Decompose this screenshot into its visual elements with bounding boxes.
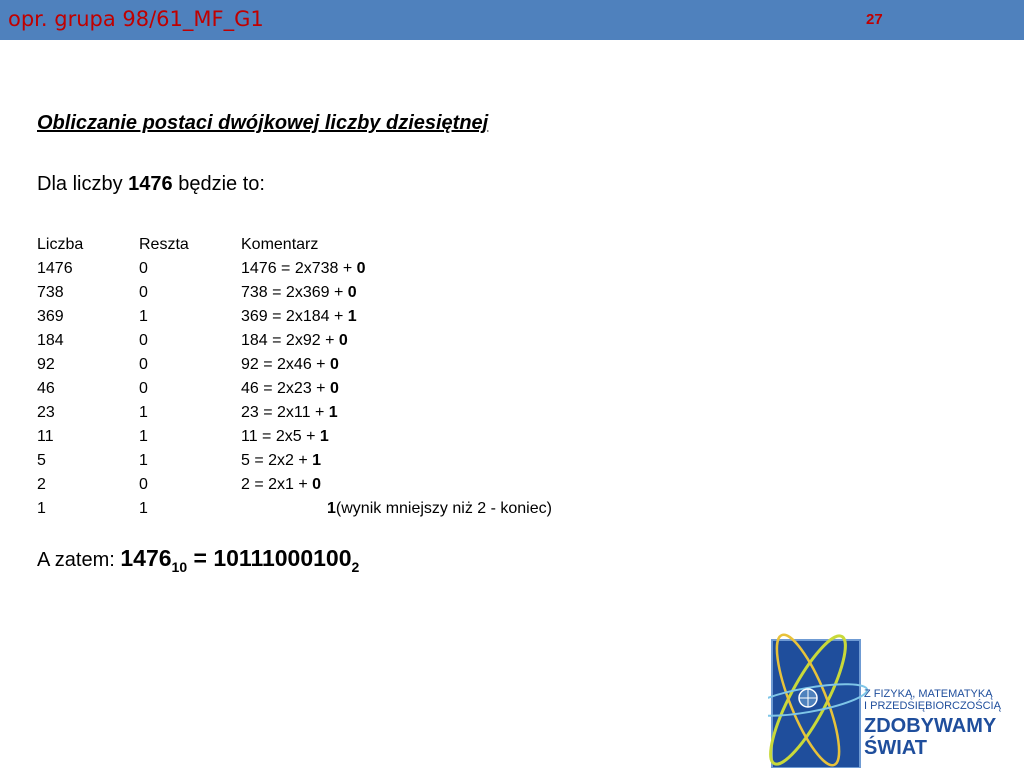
slide-heading: Obliczanie postaci dwójkowej liczby dziesiętnej (37, 112, 489, 134)
row-comment-text: 1476 = 2x738 + (241, 260, 357, 277)
row-liczba: 738 (37, 284, 64, 301)
row-comment-text: 23 = 2x11 + (241, 404, 329, 421)
row-liczba: 369 (37, 308, 64, 325)
result-base-decimal: 10 (171, 559, 188, 575)
result-decimal: 1476 (120, 545, 172, 571)
row-liczba: 11 (37, 428, 54, 445)
row-comment (241, 449, 321, 473)
row-comment-text: 46 = 2x23 + (241, 380, 330, 397)
logo-line-4: ŚWIAT (864, 737, 927, 759)
row-comment (241, 377, 339, 401)
row-reszta: 0 (139, 284, 148, 301)
logo-line-1: Z FIZYKĄ, MATEMATYKĄ (864, 688, 993, 700)
row-comment (241, 425, 329, 449)
row-reszta: 1 (139, 428, 148, 445)
row-comment-text: 369 = 2x184 + (241, 308, 348, 325)
column-header-liczba: Liczba (37, 236, 84, 253)
result-equation (120, 545, 360, 575)
intro-prefix: Dla liczby (37, 173, 129, 195)
last-row-liczba: 1 (37, 500, 46, 517)
last-row-comment (327, 497, 552, 521)
row-comment-text: 2 = 2x1 + (241, 476, 313, 493)
row-bit: 0 (356, 260, 366, 277)
row-comment-text: 184 = 2x92 + (241, 332, 339, 349)
result-binary: 10111000100 (213, 545, 352, 571)
row-liczba: 2 (37, 476, 46, 493)
intro-number: 1476 (128, 173, 173, 195)
row-liczba: 184 (37, 332, 64, 349)
row-liczba: 5 (37, 452, 46, 469)
column-header-reszta: Reszta (139, 236, 189, 253)
row-reszta: 0 (139, 332, 148, 349)
row-comment-text: 92 = 2x46 + (241, 356, 330, 373)
row-comment-text: 11 = 2x5 + (241, 428, 320, 445)
result-equals: = (187, 545, 214, 571)
column-header-komentarz: Komentarz (241, 236, 319, 253)
row-comment (241, 401, 338, 425)
row-bit: 1 (347, 308, 357, 325)
intro-text (37, 173, 265, 196)
last-row-note: (wynik mniejszy niż 2 - koniec) (335, 500, 552, 517)
row-reszta: 0 (139, 476, 148, 493)
row-liczba: 92 (37, 356, 55, 373)
row-bit: 0 (347, 284, 357, 301)
logo-line-3: ZDOBYWAMY (864, 715, 997, 737)
last-row-reszta: 1 (139, 500, 148, 517)
row-bit: 0 (329, 356, 339, 373)
row-bit: 1 (319, 428, 329, 445)
row-reszta: 0 (139, 356, 148, 373)
row-reszta: 1 (139, 404, 148, 421)
slide-number: 27 (866, 11, 883, 28)
row-reszta: 0 (139, 260, 148, 277)
zdobywamy-swiat-logo (768, 622, 1024, 768)
logo-line-2: I PRZEDSIĘBIORCZOŚCIĄ (864, 700, 1001, 712)
row-comment (241, 305, 357, 329)
row-comment (241, 329, 348, 353)
row-comment (241, 353, 339, 377)
row-liczba: 23 (37, 404, 55, 421)
row-comment (241, 281, 357, 305)
row-reszta: 1 (139, 452, 148, 469)
row-comment-text: 738 = 2x369 + (241, 284, 348, 301)
row-reszta: 1 (139, 308, 148, 325)
row-bit: 0 (329, 380, 339, 397)
row-comment-text: 5 = 2x2 + (241, 452, 313, 469)
row-comment (241, 473, 321, 497)
row-liczba: 1476 (37, 260, 73, 277)
row-bit: 1 (312, 452, 322, 469)
row-bit: 1 (328, 404, 338, 421)
result-prefix: A zatem: (37, 549, 121, 571)
header-title: opr. grupa 98/61_MF_G1 (8, 7, 264, 31)
result-line (37, 545, 360, 575)
row-bit: 0 (312, 476, 322, 493)
row-bit: 0 (338, 332, 348, 349)
row-comment (241, 257, 366, 281)
slide-header-bar (0, 0, 1024, 40)
result-base-binary: 2 (351, 559, 360, 575)
last-row-bit: 1 (327, 500, 336, 517)
row-liczba: 46 (37, 380, 55, 397)
intro-suffix: będzie to: (172, 173, 265, 195)
row-reszta: 0 (139, 380, 148, 397)
